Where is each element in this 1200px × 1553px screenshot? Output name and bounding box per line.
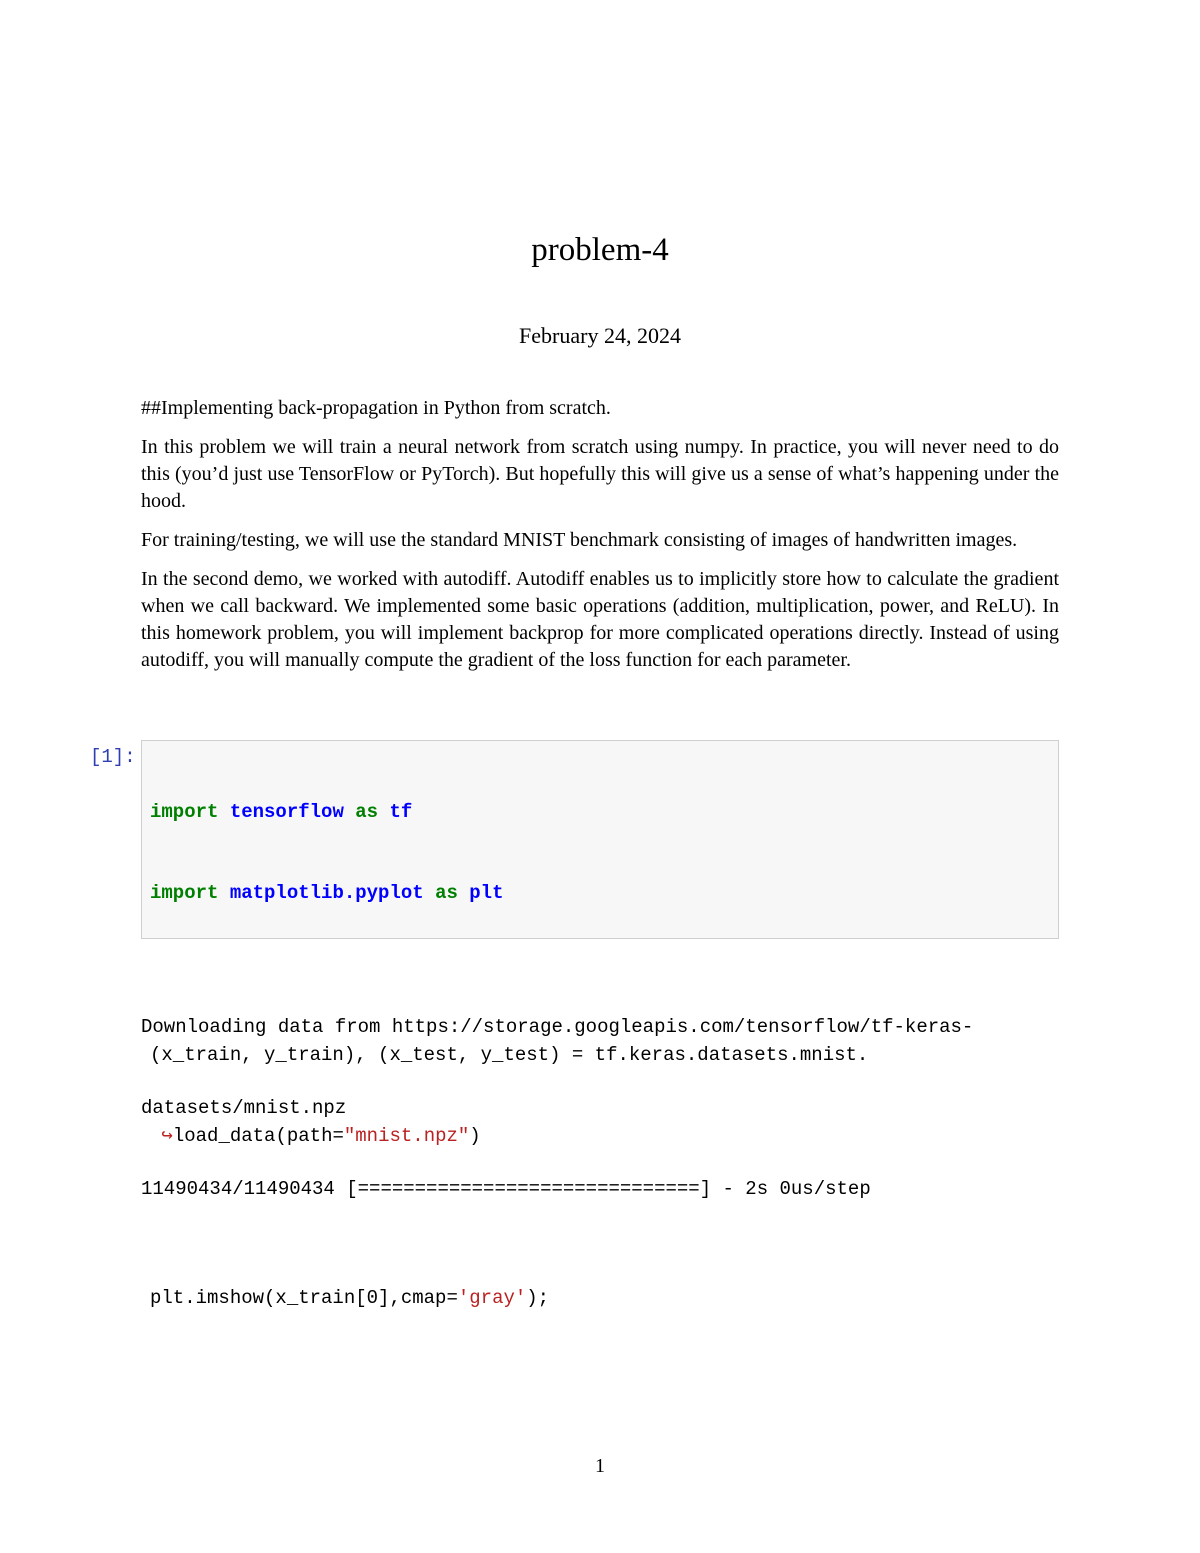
document-title: problem-4: [531, 232, 669, 268]
keyword-import: import: [150, 801, 219, 823]
dataset-paragraph: For training/testing, we will use the standard MNIST benchmark consisting of images of handwritten images.: [141, 529, 1018, 551]
output-line: 11490434/11490434 [==============================] - 2s 0us/step: [141, 1178, 871, 1200]
markdown-cell: [141, 395, 1059, 686]
string-literal: 'gray': [457, 1287, 527, 1309]
line-continuation-icon: ↪: [150, 1125, 173, 1147]
keyword-as: as: [435, 882, 458, 904]
code-text: );: [526, 1287, 550, 1309]
intro-paragraph: In this problem we will train a neural network from scratch using numpy. In practice, you will never need to do this (you’d just use TensorFlow or PyTorch). But hopefully this will give us a sense of what’s happening under the hood.: [141, 436, 1059, 512]
code-line-4: (x_train, y_train), (x_test, y_test) = tf.keras.datasets.mnist.: [150, 1044, 869, 1066]
module-alias: plt: [457, 882, 504, 904]
keyword-as: as: [355, 801, 379, 823]
module-alias: tf: [378, 801, 413, 823]
cell-output: [141, 960, 973, 1257]
code-line-7: [150, 1285, 868, 1312]
code-text: ): [469, 1125, 481, 1147]
module-name: matplotlib.pyplot: [218, 882, 436, 904]
cell-prompt: [1]:: [90, 746, 136, 768]
output-line: Downloading data from https://storage.googleapis.com/tensorflow/tf-keras-: [141, 1016, 974, 1038]
output-line: datasets/mnist.npz: [141, 1097, 347, 1119]
page-number: 1: [595, 1455, 605, 1477]
autodiff-paragraph: In the second demo, we worked with autodiff. Autodiff enables us to implicitly store how to calculate the gradient when we call backward. We implemented some basic operations (addition, multiplication, power, and ReLU). In this homework problem, you will implement backprop for more complicated operations directly. Instead of using autodiff, you will manually compute the gradient of the loss function for each parameter.: [141, 568, 1059, 671]
code-line-1: [150, 799, 868, 826]
code-text: load_data(path=: [172, 1125, 344, 1147]
keyword-import: import: [150, 882, 219, 904]
document-date: February 24, 2024: [519, 323, 681, 348]
string-literal: "mnist.npz": [343, 1125, 470, 1147]
module-name: tensorflow: [218, 801, 356, 823]
code-text: plt.imshow(x_train[0],cmap=: [150, 1287, 458, 1309]
code-line-2: [150, 880, 868, 907]
section-heading: ##Implementing back-propagation in Python from scratch.: [141, 397, 611, 419]
